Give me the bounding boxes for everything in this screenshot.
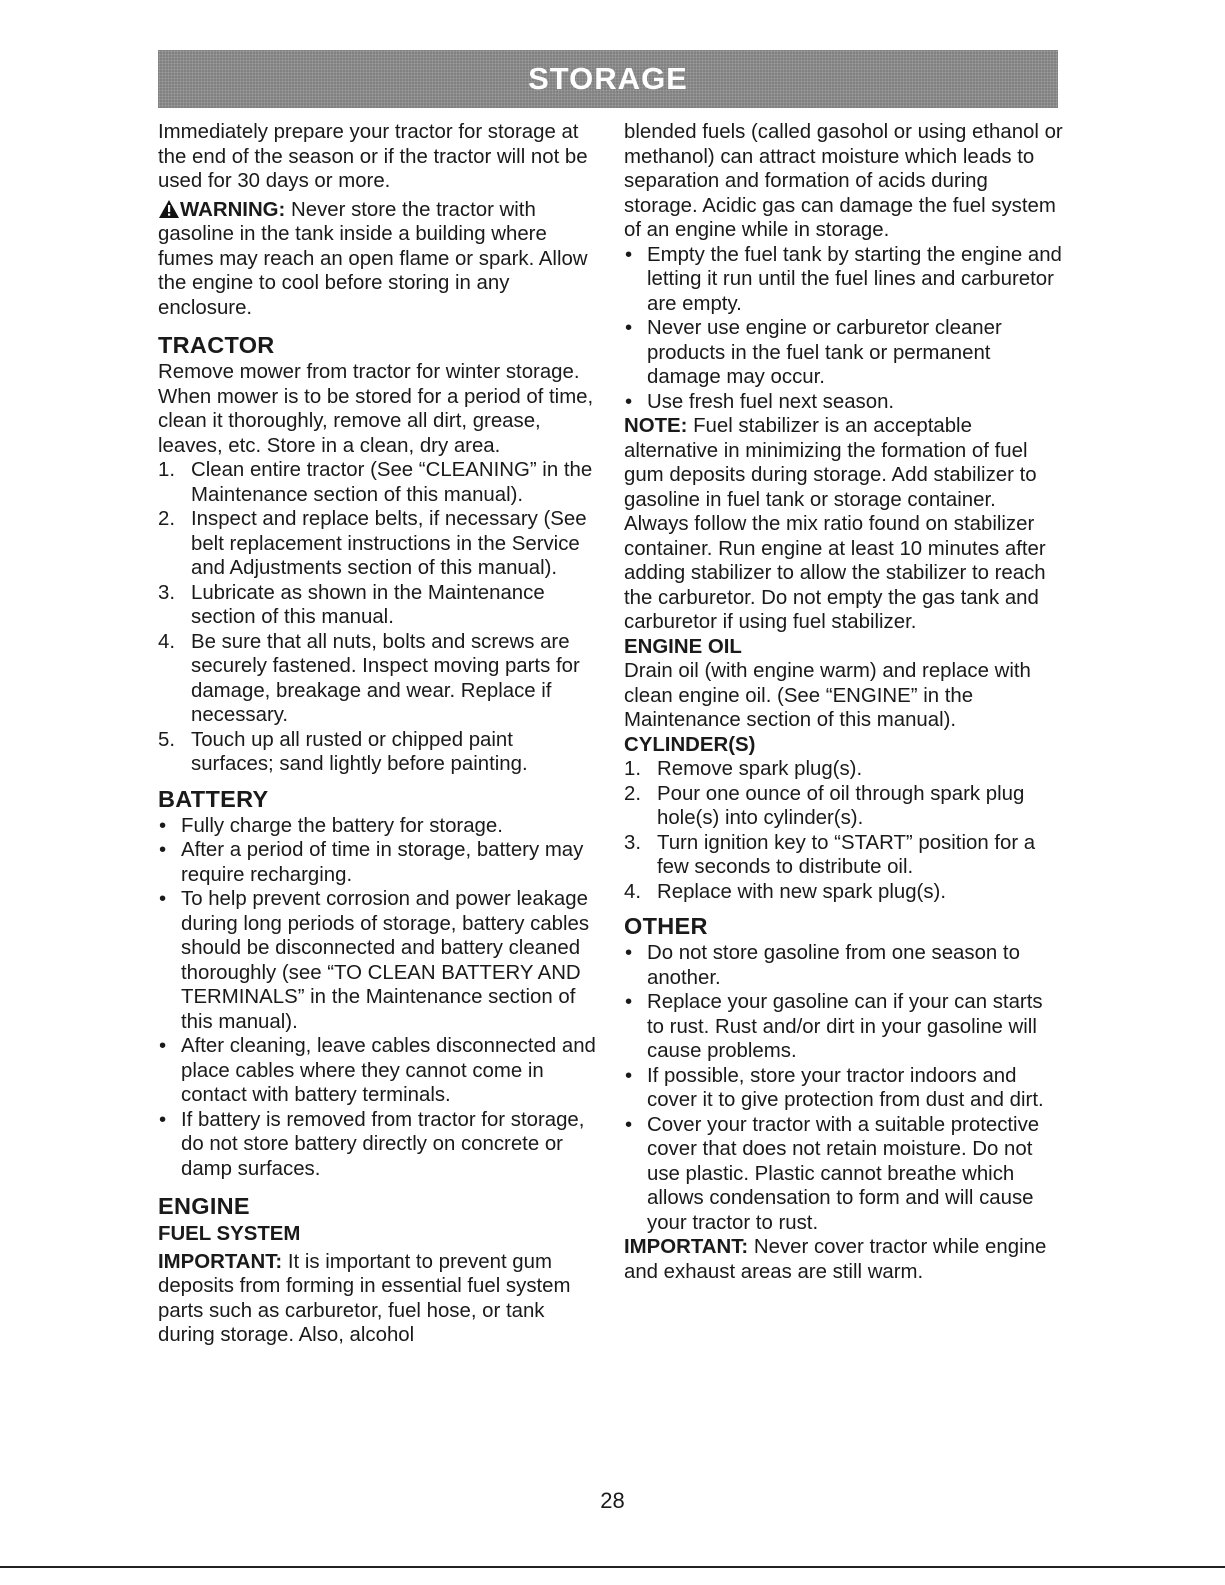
warning-text: Never store the tractor with gasoline in the tank inside a building where fumes may reach an open flame or spark. Allow the engine to cool before storing in any enclosure. — [158, 198, 588, 319]
engine-oil-heading: ENGINE OIL — [624, 635, 742, 658]
intro-paragraph: Immediately prepare your tractor for storage at the end of the season or if the tractor will not be used for 30 days or more. — [158, 121, 588, 192]
list-item: 4. Be sure that all nuts, bolts and screws are securely fastened. Inspect moving parts for damage, breakage and wear. Replace if necessary. — [158, 630, 580, 726]
bottom-divider — [0, 1566, 1225, 1568]
list-item: 2. Pour one ounce of oil through spark plug hole(s) into cylinder(s). — [624, 782, 1025, 829]
cylinders-steps-list — [624, 757, 1064, 904]
list-item: 5. Touch up all rusted or chipped paint surfaces; sand lightly before painting. — [158, 728, 528, 775]
tractor-steps-list — [158, 458, 598, 777]
right-column — [624, 120, 1064, 1284]
important-text: It is important to prevent gum deposits from forming in essential fuel system parts such as carburetor, fuel hose, or tank during storage. Also, alcohol — [158, 1250, 571, 1346]
note-label: NOTE: — [624, 415, 688, 437]
tractor-paragraph: Remove mower from tractor for winter storage. When mower is to be stored for a period of time, clean it thoroughly, remove all dirt, grease, leaves, etc. Store in a clean, dry area. — [158, 361, 594, 457]
warning-label: WARNING: — [180, 198, 286, 221]
list-item: • Empty the fuel tank by starting the engine and letting it run until the fuel lines and carburetor are empty. — [625, 243, 1062, 315]
list-item: • Cover your tractor with a suitable protective cover that does not retain moisture. Do not use plastic. Plastic cannot breathe which allows condensation to form and will cause your tractor to rust. — [625, 1113, 1040, 1234]
list-item: • Do not store gasoline from one season to another. — [625, 942, 1020, 989]
warning-triangle-icon — [158, 199, 180, 219]
list-item: • After cleaning, leave cables disconnected and place cables where they cannot come in contact with battery terminals. — [159, 1035, 596, 1106]
list-item: 3. Lubricate as shown in the Maintenance section of this manual. — [158, 581, 545, 628]
list-item: 2. Inspect and replace belts, if necessary (See belt replacement instructions in the Service and Adjustments section of this manual). — [158, 508, 587, 579]
fuel-system-heading: FUEL SYSTEM — [158, 1223, 301, 1245]
other-list — [624, 941, 1064, 1235]
list-item: • To help prevent corrosion and power leakage during long periods of storage, battery cables should be disconnected and battery cleaned thoroughly (see “TO CLEAN BATTERY AND TERMINALS” in the Maintenance section of this manual). — [159, 888, 590, 1033]
list-item: • Replace your gasoline can if your can starts to rust. Rust and/or dirt in your gasoline will cause problems. — [625, 991, 1043, 1062]
engine-oil-paragraph: Drain oil (with engine warm) and replace with clean engine oil. (See “ENGINE” in the Maintenance section of this manual). — [624, 660, 1031, 731]
list-item: • Use fresh fuel next season. — [625, 390, 895, 413]
list-item: 4. Replace with new spark plug(s). — [624, 880, 946, 903]
list-item: • Never use engine or carburetor cleaner products in the fuel tank or permanent damage may occur. — [625, 317, 1002, 388]
list-item: • Fully charge the battery for storage. — [159, 814, 503, 837]
left-column — [158, 120, 598, 1348]
important-paragraph-right — [624, 1235, 1064, 1284]
list-item: • If possible, store your tractor indoors and cover it to give protection from dust and dirt. — [625, 1064, 1044, 1111]
list-item: 1. Clean entire tractor (See “CLEANING” in the Maintenance section of this manual). — [158, 459, 593, 506]
other-heading: OTHER — [624, 913, 708, 939]
battery-heading: BATTERY — [158, 785, 269, 812]
list-item: 3. Turn ignition key to “START” position for a few seconds to distribute oil. — [624, 831, 1036, 878]
important-label: IMPORTANT: — [624, 1236, 749, 1258]
note-text: Fuel stabilizer is an acceptable alternative in minimizing the formation of fuel gum deposits during storage. Add stabilizer to gasoline in fuel tank or storage container. Always follow the mix ratio found on stabilizer container. Run engine at least 10 minutes after adding stabilizer to allow the stabilizer to reach the carburetor. Do not empty the gas tank and carburetor if using fuel stabilizer. — [624, 415, 1046, 633]
warning-paragraph — [158, 198, 598, 321]
engine-heading: ENGINE — [158, 1193, 250, 1219]
cylinders-heading: CYLINDER(S) — [624, 733, 756, 756]
list-item: • If battery is removed from tractor for storage, do not store battery directly on concrete or damp surfaces. — [159, 1108, 585, 1180]
important-text: Never cover tractor while engine and exhaust areas are still warm. — [624, 1236, 1047, 1283]
list-item: • After a period of time in storage, battery may require recharging. — [159, 839, 584, 886]
important-label: IMPORTANT: — [158, 1250, 283, 1273]
page-number: 28 — [600, 1488, 625, 1513]
storage-banner — [158, 50, 1058, 108]
fuel-continued-paragraph: blended fuels (called gasohol or using ethanol or methanol) can attract moisture which leads to separation and formation of acids during storage. Acidic gas can damage the fuel system of an engine while in storage. — [624, 121, 1063, 241]
tractor-heading: TRACTOR — [158, 332, 275, 358]
battery-list — [158, 814, 598, 1182]
fuel-list — [624, 243, 1064, 415]
important-paragraph — [158, 1250, 598, 1348]
list-item: 1. Remove spark plug(s). — [624, 758, 863, 780]
note-paragraph — [624, 414, 1064, 635]
page-title: STORAGE — [528, 61, 688, 96]
